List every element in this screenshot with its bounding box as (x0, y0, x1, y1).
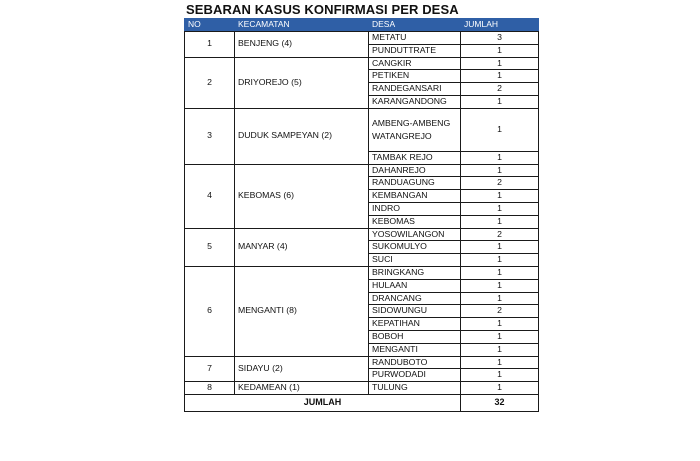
desa-cell: TAMBAK REJO (369, 151, 461, 164)
jumlah-cell: 2 (461, 83, 539, 96)
desa-cell: RANDEGANSARI (369, 83, 461, 96)
table-body (185, 32, 539, 395)
kecamatan-cell: DUDUK SAMPEYAN (2) (235, 108, 369, 164)
jumlah-cell: 2 (461, 177, 539, 190)
jumlah-cell: 1 (461, 382, 539, 395)
jumlah-cell: 3 (461, 32, 539, 45)
desa-cell: PETIKEN (369, 70, 461, 83)
desa-cell: KEBOMAS (369, 215, 461, 228)
kecamatan-cell: SIDAYU (2) (235, 356, 369, 382)
desa-cell: PURWODADI (369, 369, 461, 382)
column-header-kecamatan: KECAMATAN (235, 19, 369, 32)
desa-cell: SUKOMULYO (369, 241, 461, 254)
total-row (185, 394, 539, 411)
jumlah-cell: 1 (461, 70, 539, 83)
table-row (185, 356, 539, 369)
table-header-row (185, 19, 539, 32)
jumlah-cell: 1 (461, 95, 539, 108)
kecamatan-cell: MENGANTI (8) (235, 266, 369, 356)
jumlah-cell: 1 (461, 292, 539, 305)
jumlah-cell: 1 (461, 57, 539, 70)
desa-cell: BRINGKANG (369, 266, 461, 279)
desa-cell: CANGKIR (369, 57, 461, 70)
desa-cell: INDRO (369, 202, 461, 215)
table-row (185, 32, 539, 45)
desa-cell: AMBENG-AMBENG WATANGREJO (369, 108, 461, 151)
jumlah-cell: 1 (461, 190, 539, 203)
jumlah-cell: 2 (461, 305, 539, 318)
column-header-jumlah: JUMLAH (461, 19, 539, 32)
kecamatan-cell: BENJENG (4) (235, 32, 369, 58)
jumlah-cell: 1 (461, 215, 539, 228)
desa-cell: HULAAN (369, 279, 461, 292)
desa-cell: PUNDUTTRATE (369, 44, 461, 57)
desa-cell: DRANCANG (369, 292, 461, 305)
page-title: SEBARAN KASUS KONFIRMASI PER DESA (186, 2, 459, 17)
jumlah-cell: 1 (461, 164, 539, 177)
row-number: 6 (185, 266, 235, 356)
desa-cell: KEPATIHAN (369, 318, 461, 331)
jumlah-cell: 1 (461, 343, 539, 356)
jumlah-cell: 1 (461, 44, 539, 57)
desa-cell: METATU (369, 32, 461, 45)
desa-cell: BOBOH (369, 330, 461, 343)
jumlah-cell: 1 (461, 279, 539, 292)
column-header-no: NO (185, 19, 235, 32)
total-label: JUMLAH (185, 394, 461, 411)
column-header-desa: DESA (369, 19, 461, 32)
row-number: 8 (185, 382, 235, 395)
desa-cell: SUCI (369, 254, 461, 267)
table-row (185, 108, 539, 151)
row-number: 7 (185, 356, 235, 382)
jumlah-cell: 1 (461, 369, 539, 382)
jumlah-cell: 1 (461, 241, 539, 254)
table-row (185, 382, 539, 395)
jumlah-cell: 1 (461, 108, 539, 151)
kecamatan-cell: KEDAMEAN (1) (235, 382, 369, 395)
jumlah-cell: 1 (461, 318, 539, 331)
desa-cell: KARANGANDONG (369, 95, 461, 108)
jumlah-cell: 1 (461, 330, 539, 343)
kecamatan-cell: DRIYOREJO (5) (235, 57, 369, 108)
jumlah-cell: 1 (461, 266, 539, 279)
row-number: 1 (185, 32, 235, 58)
desa-cell: RANDUAGUNG (369, 177, 461, 190)
jumlah-cell: 1 (461, 151, 539, 164)
row-number: 5 (185, 228, 235, 266)
desa-cell: KEMBANGAN (369, 190, 461, 203)
desa-cell: SIDOWUNGU (369, 305, 461, 318)
table-row (185, 57, 539, 70)
desa-cell: DAHANREJO (369, 164, 461, 177)
kecamatan-cell: KEBOMAS (6) (235, 164, 369, 228)
total-value: 32 (461, 394, 539, 411)
cases-table (184, 18, 539, 412)
jumlah-cell: 1 (461, 356, 539, 369)
row-number: 3 (185, 108, 235, 164)
row-number: 4 (185, 164, 235, 228)
kecamatan-cell: MANYAR (4) (235, 228, 369, 266)
jumlah-cell: 2 (461, 228, 539, 241)
desa-cell: TULUNG (369, 382, 461, 395)
desa-cell: MENGANTI (369, 343, 461, 356)
desa-cell: YOSOWILANGON (369, 228, 461, 241)
table-row (185, 228, 539, 241)
jumlah-cell: 1 (461, 254, 539, 267)
table-row (185, 164, 539, 177)
table-row (185, 266, 539, 279)
row-number: 2 (185, 57, 235, 108)
jumlah-cell: 1 (461, 202, 539, 215)
desa-cell: RANDUBOTO (369, 356, 461, 369)
